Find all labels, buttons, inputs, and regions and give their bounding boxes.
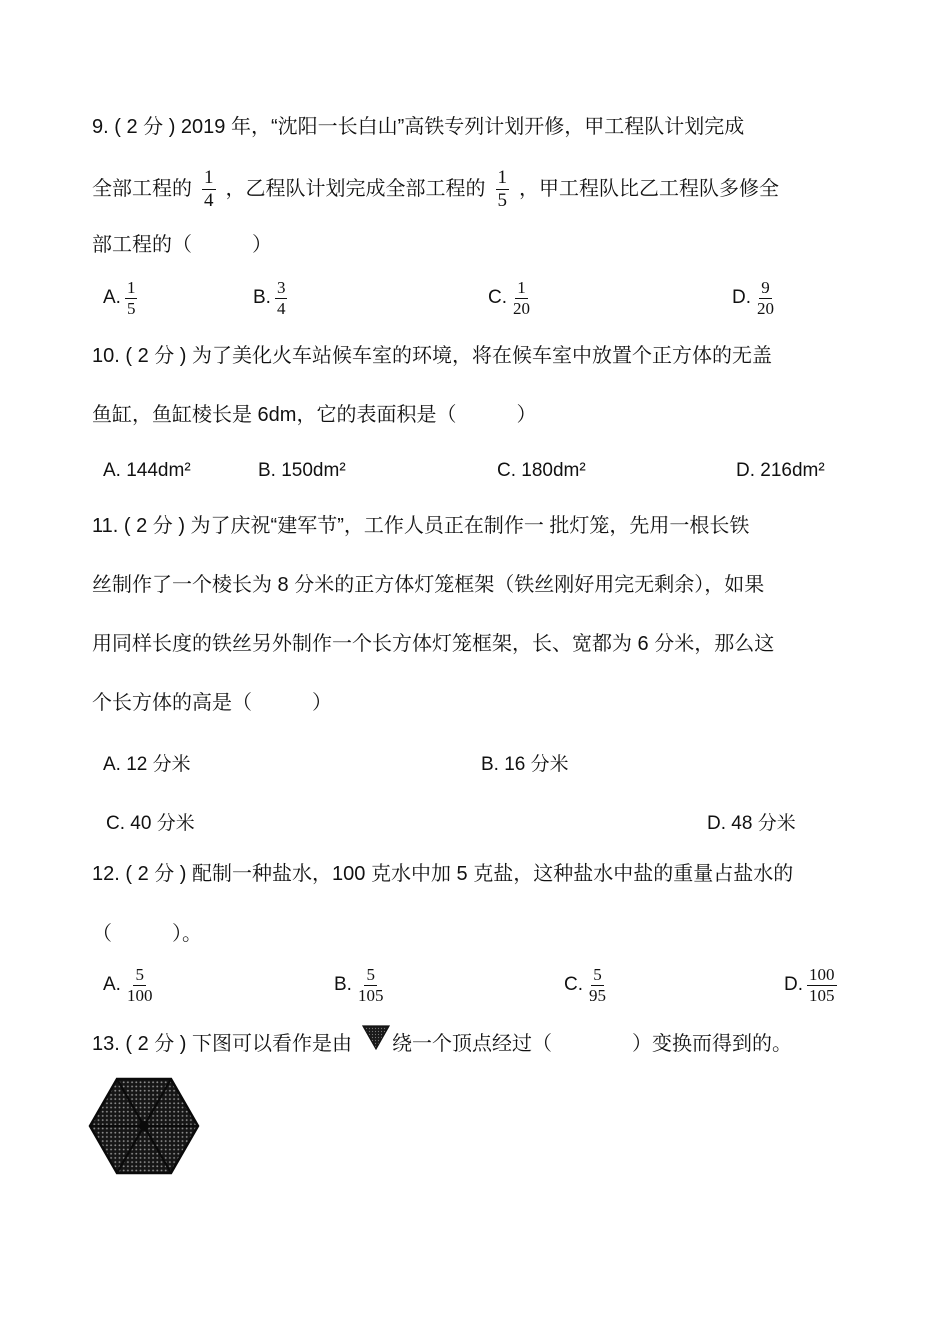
option-label: B. [334, 974, 352, 996]
inverted-triangle-icon [362, 1024, 390, 1050]
q9-stem-text-a: 全部工程的 [92, 178, 192, 201]
fraction-numerator: 5 [366, 965, 375, 984]
q9-stem-text-c: ，甲工程队比乙工程队多修全 [519, 178, 779, 201]
fraction-numerator: 1 [204, 167, 214, 188]
option-fraction [807, 966, 837, 1005]
q12-option-c[interactable] [564, 966, 612, 1005]
option-fraction [125, 279, 138, 318]
fraction-denominator: 105 [809, 985, 835, 1005]
option-fraction [511, 279, 532, 318]
option-label: D. [732, 287, 751, 309]
q13-stem-text-a: 13. ( 2 分 ) 下图可以看作是由 [92, 1033, 353, 1055]
fraction-denominator: 5 [497, 189, 507, 211]
q13-stem-line-1 [92, 1034, 792, 1054]
fraction-numerator: 9 [761, 278, 770, 297]
q11-stem-line-3: 用同样长度的铁丝另外制作一个长方体灯笼框架，长、宽都为 6 分米，那么这 [92, 633, 775, 655]
fraction-denominator: 105 [357, 985, 384, 1005]
q9-fraction-one-fifth [496, 168, 510, 211]
q12-stem-line-2: （ ）。 [92, 923, 202, 945]
q9-stem-line-1: 9. ( 2 分 ) 2019 年，“沈阳一长白山”高铁专列计划开修，甲工程队计划完成 [92, 116, 745, 138]
q12-stem-line-1: 12. ( 2 分 ) 配制一种盐水，100 克水中加 5 克盐，这种盐水中盐的重量占盐水的 [92, 863, 794, 885]
fraction-numerator: 5 [593, 965, 602, 984]
fraction-denominator: 20 [513, 298, 530, 318]
q9-option-b[interactable] [253, 279, 291, 318]
fraction-denominator: 4 [204, 189, 214, 211]
q12-option-d[interactable] [784, 966, 841, 1005]
fraction-denominator: 5 [126, 298, 136, 318]
option-label: C. [488, 287, 507, 309]
q10-option-b[interactable]: B. 150dm² [258, 460, 346, 481]
fraction-numerator: 100 [809, 965, 835, 984]
fraction-numerator: 1 [126, 278, 136, 297]
q11-option-b[interactable]: B. 16 分米 [481, 754, 569, 775]
q10-option-d[interactable]: D. 216dm² [736, 460, 825, 481]
hexagon-figure [88, 1076, 200, 1176]
q12-option-b[interactable] [334, 966, 389, 1005]
q11-option-c[interactable]: C. 40 分米 [106, 813, 195, 834]
q11-stem-line-1: 11. ( 2 分 ) 为了庆祝“建军节”，工作人员正在制作一 批灯笼，先用一根长铁 [92, 515, 750, 537]
q13-stem-text-b: 绕一个顶点经过（ ）变换而得到的。 [392, 1033, 793, 1055]
q11-stem-line-4: 个长方体的高是（ ） [92, 692, 332, 714]
option-fraction [356, 966, 386, 1005]
option-label: C. [564, 974, 583, 996]
option-fraction [755, 279, 776, 318]
q9-option-d[interactable] [732, 279, 780, 318]
q9-option-c[interactable] [488, 279, 536, 318]
q10-option-c[interactable]: C. 180dm² [497, 460, 586, 481]
option-label: A. [103, 974, 121, 996]
fraction-denominator: 100 [126, 985, 153, 1005]
q11-option-a[interactable]: A. 12 分米 [103, 754, 191, 775]
option-label: D. [784, 974, 803, 996]
option-label: A. [103, 287, 121, 309]
option-fraction [587, 966, 608, 1005]
q9-fraction-one-quarter [202, 168, 216, 211]
fraction-denominator: 4 [276, 298, 286, 318]
q9-stem-text-b: ，乙程队计划完成全部工程的 [225, 178, 486, 201]
option-label: B. [253, 287, 271, 309]
q10-stem-line-2: 鱼缸，鱼缸棱长是 6dm，它的表面积是（ ） [92, 404, 537, 426]
fraction-denominator: 20 [757, 298, 774, 318]
q9-option-a[interactable] [103, 279, 141, 318]
fraction-denominator: 95 [589, 985, 606, 1005]
q10-option-a[interactable]: A. 144dm² [103, 460, 191, 481]
fraction-numerator: 5 [135, 965, 144, 984]
option-fraction [275, 279, 288, 318]
q10-stem-line-1: 10. ( 2 分 ) 为了美化火车站候车室的环境，将在候车室中放置个正方体的无盖 [92, 345, 773, 367]
fraction-numerator: 3 [276, 278, 286, 297]
q9-stem-line-2 [92, 168, 779, 211]
fraction-numerator: 1 [497, 167, 507, 188]
q12-option-a[interactable] [103, 966, 158, 1005]
option-fraction [125, 966, 155, 1005]
q9-stem-line-3: 部工程的（ ） [92, 234, 272, 256]
q11-stem-line-2: 丝制作了一个棱长为 8 分米的正方体灯笼框架（铁丝刚好用完无剩余），如果 [92, 574, 765, 596]
q11-option-d[interactable]: D. 48 分米 [707, 813, 796, 834]
fraction-numerator: 1 [517, 278, 526, 297]
